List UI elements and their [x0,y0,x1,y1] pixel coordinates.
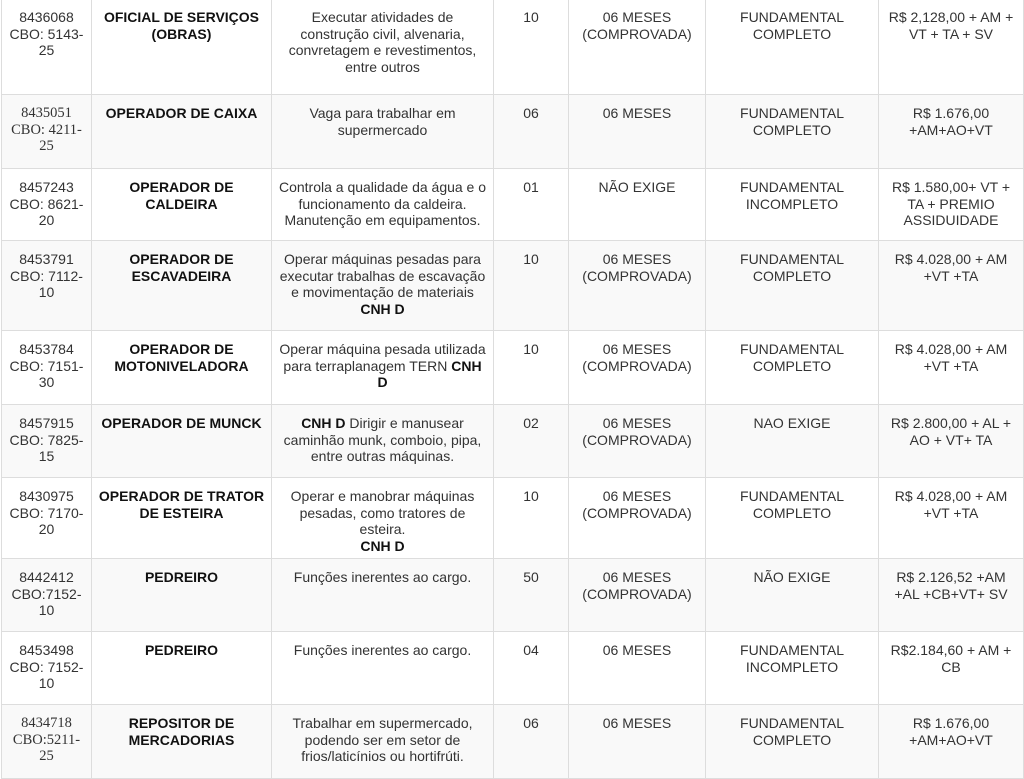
description-cell [272,169,494,241]
license-requirement: CNH D [360,300,405,317]
table-row [2,95,1024,169]
education-cell: FUNDAMENTAL COMPLETO [706,705,879,779]
license-requirement: CNH D [360,537,405,554]
description-cell [272,95,494,169]
description-cell [272,241,494,331]
openings-count-cell: 06 [494,95,569,169]
vacancy-code-cell: 8453498 CBO: 7152-10 [2,632,92,705]
education-cell: NAO EXIGE [706,405,879,478]
openings-count-cell: 50 [494,559,569,632]
education-cell: FUNDAMENTAL COMPLETO [706,0,879,95]
openings-count-cell: 10 [494,331,569,405]
salary-benefits-cell: R$ 1.580,00+ VT + TA + PREMIO ASSIDUIDADE [879,169,1024,241]
vacancy-code-cell: 8453791 CBO: 7112-10 [2,241,92,331]
experience-cell: 06 MESES [569,705,706,779]
description-text: Operar máquinas pesadas para executar trabalhas de escavação e movimentação de materiais [279,251,486,300]
table-row [2,331,1024,405]
openings-count-cell: 10 [494,478,569,559]
openings-count-cell: 04 [494,632,569,705]
education-cell: FUNDAMENTAL COMPLETO [706,241,879,331]
description-cell [272,405,494,478]
experience-cell: 06 MESES (COMPROVADA) [569,405,706,478]
education-cell: FUNDAMENTAL INCOMPLETO [706,169,879,241]
openings-count-cell: 02 [494,405,569,478]
salary-benefits-cell: R$ 1.676,00 +AM+AO+VT [879,95,1024,169]
salary-benefits-cell: R$ 4.028,00 + AM +VT +TA [879,331,1024,405]
experience-cell: 06 MESES [569,632,706,705]
license-requirement: CNH D [377,357,482,390]
description-cell [272,0,494,95]
salary-benefits-cell: R$ 2,128,00 + AM + VT + TA + SV [879,0,1024,95]
vacancy-code-cell: 8435051 CBO: 4211-25 [2,95,92,169]
table-row [2,241,1024,331]
description-cell [272,705,494,779]
experience-cell: 06 MESES (COMPROVADA) [569,331,706,405]
education-cell: NÃO EXIGE [706,559,879,632]
salary-benefits-cell: R$ 2.800,00 + AL + AO + VT+ TA [879,405,1024,478]
table-row [2,0,1024,95]
description-text: Funções inerentes ao cargo. [293,569,472,585]
job-title-cell: OPERADOR DE CALDEIRA [92,169,272,241]
table-row [2,705,1024,779]
table-row [2,632,1024,705]
education-cell: FUNDAMENTAL COMPLETO [706,331,879,405]
description-text: Trabalhar em supermercado, podendo ser em setor de frios/laticínios ou hortifrúti. [292,715,473,764]
job-title-cell: OPERADOR DE MUNCK [92,405,272,478]
job-title-cell: PEDREIRO [92,632,272,705]
job-vacancies-table [1,0,1024,779]
education-cell: FUNDAMENTAL COMPLETO [706,478,879,559]
experience-cell: 06 MESES (COMPROVADA) [569,241,706,331]
description-text: Operar máquina pesada utilizada para terraplanagem TERN [279,341,486,374]
job-title-cell: OFICIAL DE SERVIÇOS (OBRAS) [92,0,272,95]
vacancy-code-cell: 8453784 CBO: 7151-30 [2,331,92,405]
experience-cell: 06 MESES (COMPROVADA) [569,559,706,632]
table-row [2,559,1024,632]
vacancy-code-cell: 8442412 CBO:7152-10 [2,559,92,632]
description-text: Funções inerentes ao cargo. [293,642,472,658]
license-requirement: CNH D [301,415,346,431]
vacancy-code-cell: 8457915 CBO: 7825-15 [2,405,92,478]
description-text: Dirigir e manusear caminhão munk, comboio, pipa, entre outras máquinas. [283,415,482,464]
description-text: Controla a qualidade da água e o funcionamento da caldeira. Manutenção em equipamentos. [278,179,487,228]
salary-benefits-cell: R$ 1.676,00 +AM+AO+VT [879,705,1024,779]
experience-cell: NÃO EXIGE [569,169,706,241]
experience-cell: 06 MESES (COMPROVADA) [569,478,706,559]
vacancy-code-cell: 8457243 CBO: 8621-20 [2,169,92,241]
description-cell [272,478,494,559]
education-cell: FUNDAMENTAL COMPLETO [706,95,879,169]
openings-count-cell: 01 [494,169,569,241]
description-cell [272,632,494,705]
description-cell [272,559,494,632]
job-title-cell: OPERADOR DE MOTONIVELADORA [92,331,272,405]
openings-count-cell: 10 [494,0,569,95]
experience-cell: 06 MESES (COMPROVADA) [569,0,706,95]
table-row [2,169,1024,241]
job-title-cell: OPERADOR DE CAIXA [92,95,272,169]
salary-benefits-cell: R$ 4.028,00 + AM +VT +TA [879,241,1024,331]
salary-benefits-cell: R$ 4.028,00 + AM +VT +TA [879,478,1024,559]
description-text: Operar e manobrar máquinas pesadas, como tratores de esteira. [290,488,475,537]
openings-count-cell: 10 [494,241,569,331]
job-title-cell: OPERADOR DE ESCAVADEIRA [92,241,272,331]
table-row [2,478,1024,559]
job-table-body [2,0,1024,779]
experience-cell: 06 MESES [569,95,706,169]
job-title-cell: PEDREIRO [92,559,272,632]
description-text: Executar atividades de construção civil, alvenaria, convretagem e revestimentos, entre outros [288,9,477,75]
vacancy-code-cell: 8434718 CBO:5211-25 [2,705,92,779]
salary-benefits-cell: R$ 2.126,52 +AM +AL +CB+VT+ SV [879,559,1024,632]
job-title-cell: OPERADOR DE TRATOR DE ESTEIRA [92,478,272,559]
job-title-cell: REPOSITOR DE MERCADORIAS [92,705,272,779]
table-row [2,405,1024,478]
description-text: Vaga para trabalhar em supermercado [309,105,456,138]
education-cell: FUNDAMENTAL INCOMPLETO [706,632,879,705]
vacancy-code-cell: 8436068 CBO: 5143-25 [2,0,92,95]
description-cell [272,331,494,405]
salary-benefits-cell: R$2.184,60 + AM + CB [879,632,1024,705]
vacancy-code-cell: 8430975 CBO: 7170-20 [2,478,92,559]
openings-count-cell: 06 [494,705,569,779]
